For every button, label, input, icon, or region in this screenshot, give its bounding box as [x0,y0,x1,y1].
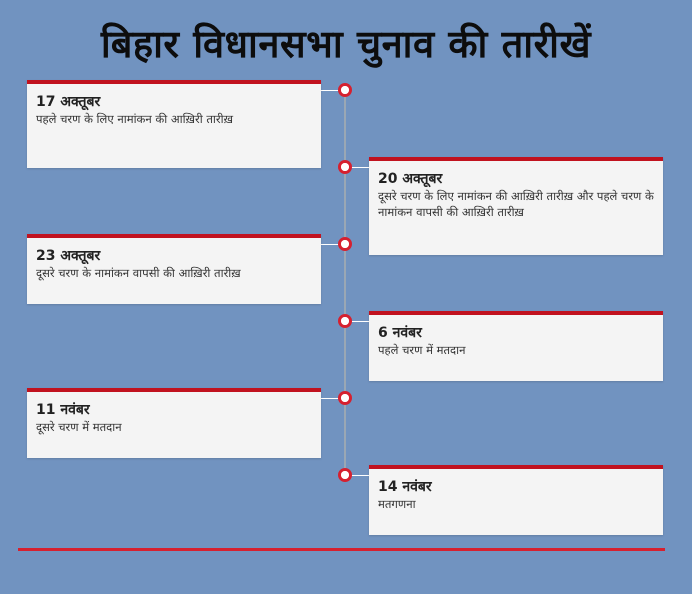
event-card-3 [27,234,321,304]
event-card-2 [369,157,663,255]
event-description: पहले चरण के लिए नामांकन की आख़िरी तारीख़ [36,112,233,126]
event-description: मतगणना [378,497,416,511]
timeline-axis [344,90,346,476]
page-title: बिहार विधानसभा चुनाव की तारीखें [100,22,592,66]
timeline-marker-3 [338,237,352,251]
event-card-6 [369,465,663,535]
event-card-1 [27,80,321,168]
event-card-4 [369,311,663,381]
timeline-marker-1 [338,83,352,97]
event-date: 14 नवंबर [378,479,432,495]
event-description: दूसरे चरण के नामांकन वापसी की आख़िरी तारीख़ [36,266,241,280]
footer-divider [18,548,665,551]
event-date: 17 अक्तूबर [36,94,101,110]
event-date: 23 अक्तूबर [36,248,101,264]
timeline-marker-6 [338,468,352,482]
event-description: दूसरे चरण के लिए नामांकन की आख़िरी तारीख़ और पहले चरण के नामांकन वापसी की आख़िरी तारीख़ [378,189,654,219]
timeline-marker-5 [338,391,352,405]
timeline-marker-4 [338,314,352,328]
event-date: 6 नवंबर [378,325,422,341]
event-date: 11 नवंबर [36,402,90,418]
event-description: पहले चरण में मतदान [378,343,466,357]
timeline-marker-2 [338,160,352,174]
event-description: दूसरे चरण में मतदान [36,420,122,434]
event-card-5 [27,388,321,458]
event-date: 20 अक्तूबर [378,171,443,187]
